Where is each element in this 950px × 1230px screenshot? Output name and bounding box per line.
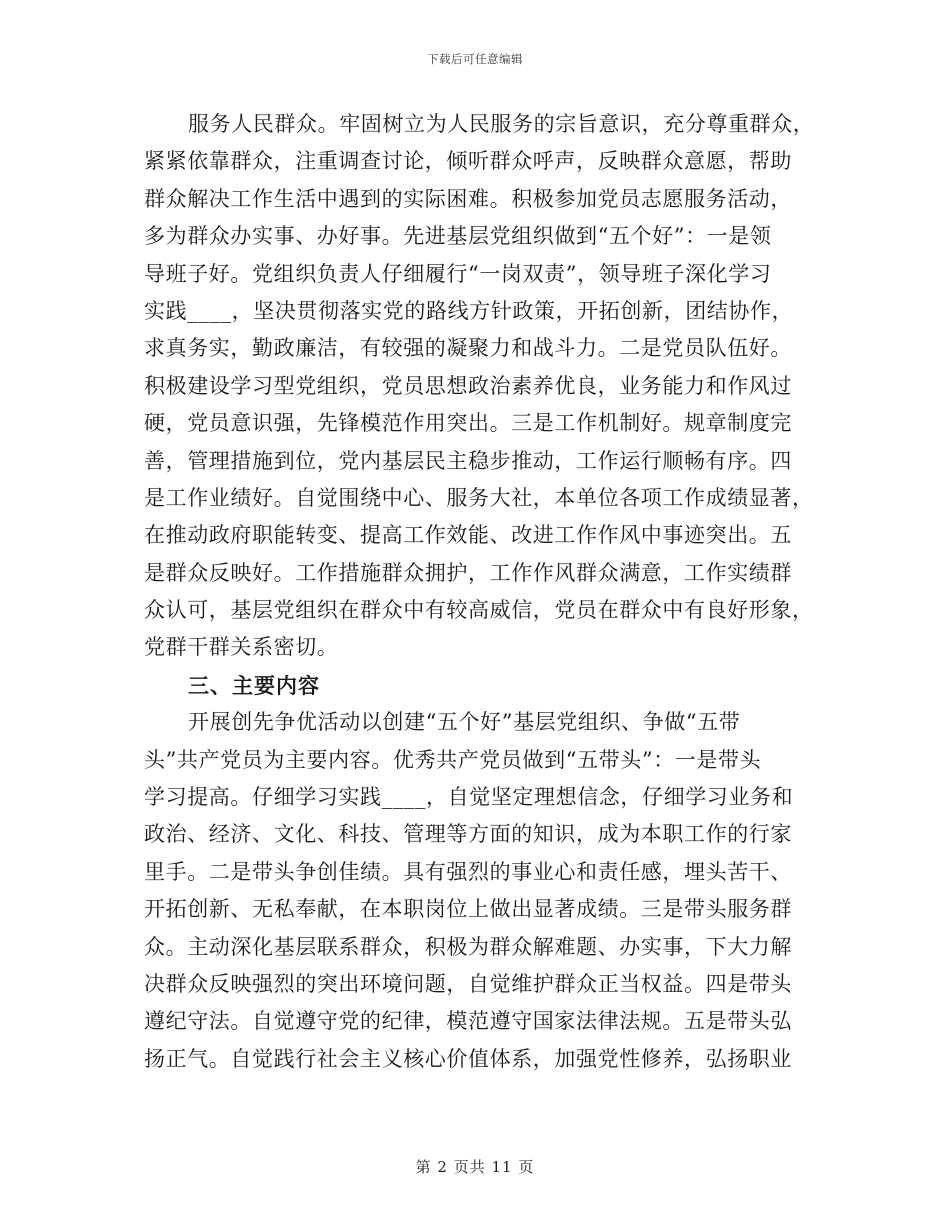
text-line: 开展创先争优活动以创建“五个好”基层党组织、争做“五带 (188, 710, 741, 735)
document-body (144, 106, 816, 1078)
page-number-footer: 第 2 页共 11 页 (415, 1158, 535, 1176)
text-line: 众。主动深化基层联系群众，积极为群众解难题、办实事，下大力解 (144, 934, 792, 959)
text-line: 开拓创新、无私奉献，在本职岗位上做出显著成绩。三是带头服务群 (144, 897, 792, 922)
page-header: 下载后可任意编辑 (427, 52, 523, 66)
text-line: 头”共产党员为主要内容。优秀共产党员做到“五带头”：一是带头 (144, 747, 762, 772)
text-line: 遵纪守法。自觉遵守党的纪律，模范遵守国家法律法规。五是带头弘 (144, 1009, 792, 1034)
text-line: 多为群众办实事、办好事。先进基层党组织做到“五个好”：一是领 (144, 224, 772, 249)
text-line: 善，管理措施到位，党内基层民主稳步推动，工作运行顺畅有序。四 (144, 448, 792, 473)
text-line: 实践____，坚决贯彻落实党的路线方针政策，开拓创新，团结协作， (144, 298, 794, 323)
text-line: 导班子好。党组织负责人仔细履行“一岗双责”，领导班子深化学习 (144, 261, 772, 286)
text-line: 政治、经济、文化、科技、管理等方面的知识，成为本职工作的行家 (144, 822, 792, 847)
text-line: 是工作业绩好。自觉围绕中心、服务大社，本单位各项工作成绩显著， (144, 485, 814, 510)
text-line: 里手。二是带头争创佳绩。具有强烈的事业心和责任感，埋头苦干、 (144, 859, 792, 884)
text-line: 决群众反映强烈的突出环境问题，自觉维护群众正当权益。四是带头 (144, 971, 792, 996)
text-line: 积极建设学习型党组织，党员思想政治素养优良，业务能力和作风过 (144, 373, 792, 398)
text-line: 扬正气。自觉践行社会主义核心价值体系，加强党性修养，弘扬职业 (144, 1046, 792, 1071)
text-line: 紧紧依靠群众，注重调查讨论，倾听群众呼声，反映群众意愿，帮助 (144, 149, 792, 174)
text-line: 众认可，基层党组织在群众中有较高威信，党员在群众中有良好形象， (144, 598, 814, 623)
section-heading: 三、主要内容 (188, 672, 320, 698)
text-line: 硬，党员意识强，先锋模范作用突出。三是工作机制好。规章制度完 (144, 411, 792, 436)
text-line: 求真务实，勤政廉洁，有较强的凝聚力和战斗力。二是党员队伍好。 (144, 336, 792, 361)
text-line: 群众解决工作生活中遇到的实际困难。积极参加党员志愿服务活动， (144, 186, 792, 211)
text-line: 学习提高。仔细学习实践____，自觉坚定理想信念，仔细学习业务和 (144, 785, 794, 810)
text-line: 服务人民群众。牢固树立为人民服务的宗旨意识，充分尊重群众， (188, 112, 815, 136)
text-line: 是群众反映好。工作措施群众拥护，工作作风群众满意，工作实绩群 (144, 560, 792, 585)
text-line: 党群干群关系密切。 (144, 635, 339, 660)
text-line: 在推动政府职能转变、提高工作效能、改进工作作风中事迹突出。五 (144, 523, 792, 548)
